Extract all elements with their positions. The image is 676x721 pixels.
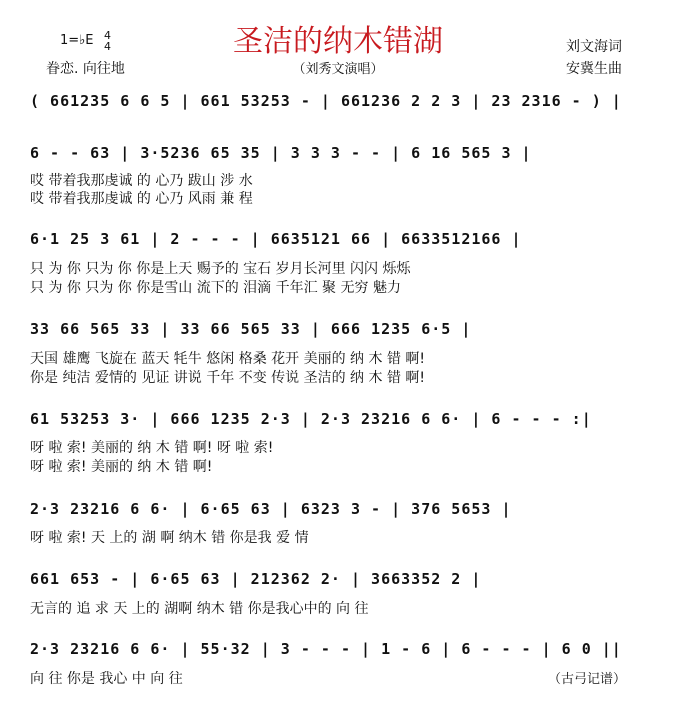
score-row-2-lyrics-2: 哎 带着我那虔诚 的 心乃 风雨 兼 程 (30, 191, 253, 207)
score-row-8-lyrics-1: 向 往 你是 我心 中 向 往 (30, 671, 183, 687)
score-row-6-notes: 2·3 23216 6 6· | 6·65 63 | 6323 3 - | 376 5653 | (30, 500, 512, 518)
score-row-2-lyrics-1: 哎 带着我那虔诚 的 心乃 跋山 涉 水 (30, 173, 253, 189)
score-row-4-lyrics-2: 你是 纯洁 爱情的 见证 讲说 千年 不变 传说 圣洁的 纳 木 错 啊! (30, 370, 426, 386)
transcriber-credit: （古弓记谱） (548, 672, 627, 687)
time-signature (104, 30, 111, 52)
score-row-5-lyrics-1: 呀 啦 索! 美丽的 纳 木 错 啊! 呀 啦 索! (30, 440, 274, 456)
score-row-3-lyrics-1: 只 为 你 只为 你 你是上天 赐予的 宝石 岁月长河里 闪闪 烁烁 (30, 261, 411, 277)
singer-credit: （刘秀文演唱） (292, 62, 384, 77)
score-row-7-lyrics-1: 无言的 追 求 天 上的 湖啊 纳木 错 你是我心中的 向 往 (30, 601, 369, 617)
meter-bottom: 4 (104, 40, 111, 53)
score-row-4-notes: 33 66 565 33 | 33 66 565 33 | 666 1235 6·5 | (30, 320, 472, 338)
composer-credit: 安冀生曲 (566, 61, 622, 77)
page-title: 圣洁的纳木错湖 (233, 24, 443, 59)
score-row-3-lyrics-2: 只 为 你 只为 你 你是雪山 流下的 泪滴 千年汇 聚 无穷 魅力 (30, 280, 401, 296)
score-row-3-notes: 6·1 25 3 61 | 2 - - - | 6635121 66 | 6633512166 | (30, 230, 522, 248)
meter-top: 4 (104, 29, 111, 42)
performance-style: 眷恋. 向往地 (46, 61, 125, 77)
lyricist-credit: 刘文海词 (566, 39, 622, 55)
score-row-5-notes: 61 53253 3· | 666 1235 2·3 | 2·3 23216 6 6· | 6 - - - :| (30, 410, 592, 428)
key-signature: 1=♭E (60, 33, 94, 48)
score-row-7-notes: 661 653 - | 6·65 63 | 212362 2· | 3663352 2 | (30, 570, 482, 588)
score-row-4-lyrics-1: 天国 雄鹰 飞旋在 蓝天 牦牛 悠闲 格桑 花开 美丽的 纳 木 错 啊! (30, 351, 426, 367)
score-row-1-notes: ( 661235 6 6 5 | 661 53253 - | 661236 2 2 3 | 23 2316 - ) | (30, 92, 622, 110)
score-row-2-notes: 6 - - 63 | 3·5236 65 35 | 3 3 3 - - | 6 16 565 3 | (30, 144, 532, 162)
score-row-5-lyrics-2: 呀 啦 索! 美丽的 纳 木 错 啊! (30, 459, 213, 475)
score-row-8-notes: 2·3 23216 6 6· | 55·32 | 3 - - - | 1 - 6 | 6 - - - | 6 0 || (30, 640, 622, 658)
score-row-6-lyrics-1: 呀 啦 索! 天 上的 湖 啊 纳木 错 你是我 爱 情 (30, 530, 309, 546)
